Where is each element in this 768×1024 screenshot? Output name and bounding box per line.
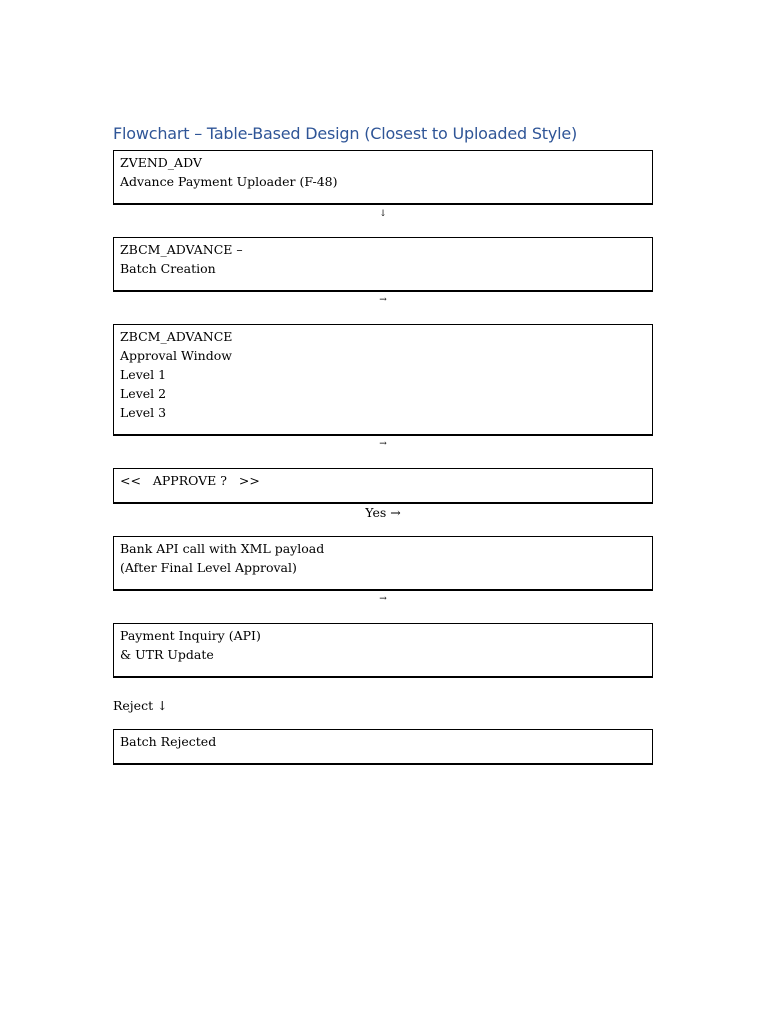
step-line: << APPROVE ? >>	[120, 473, 260, 488]
step-line: & UTR Update	[120, 647, 214, 662]
connector-reject: Reject ↓	[113, 698, 168, 713]
flow-step-batch-creation	[113, 237, 653, 292]
step-line: Level 3	[120, 405, 167, 420]
flow-step-payment-inquiry	[113, 623, 653, 678]
flow-step-uploader	[113, 150, 653, 205]
step-line: Approval Window	[120, 348, 232, 363]
step-line: Bank API call with XML payload	[120, 541, 325, 556]
step-line: Level 1	[120, 367, 167, 382]
flow-step-approve-decision	[113, 468, 653, 504]
flow-step-bank-api	[113, 536, 653, 591]
step-line: ZBCM_ADVANCE	[120, 329, 233, 344]
step-line: ZVEND_ADV	[120, 155, 202, 170]
step-line: Level 2	[120, 386, 167, 401]
connector-arrow: →	[379, 295, 387, 305]
connector-arrow: ↓	[379, 209, 387, 219]
step-line: Payment Inquiry (API)	[120, 628, 261, 643]
step-line: Batch Rejected	[120, 734, 217, 749]
step-line: (After Final Level Approval)	[120, 560, 297, 575]
flow-step-approval-window	[113, 324, 653, 436]
connector-arrow: →	[379, 594, 387, 604]
flow-step-batch-rejected	[113, 729, 653, 765]
step-line: Batch Creation	[120, 261, 216, 276]
step-line: Advance Payment Uploader (F-48)	[120, 174, 338, 189]
connector-arrow: →	[379, 439, 387, 449]
page-title: Flowchart – Table-Based Design (Closest to Uploaded Style)	[113, 124, 578, 143]
step-line: ZBCM_ADVANCE –	[120, 242, 243, 257]
connector-yes: Yes →	[365, 505, 401, 520]
